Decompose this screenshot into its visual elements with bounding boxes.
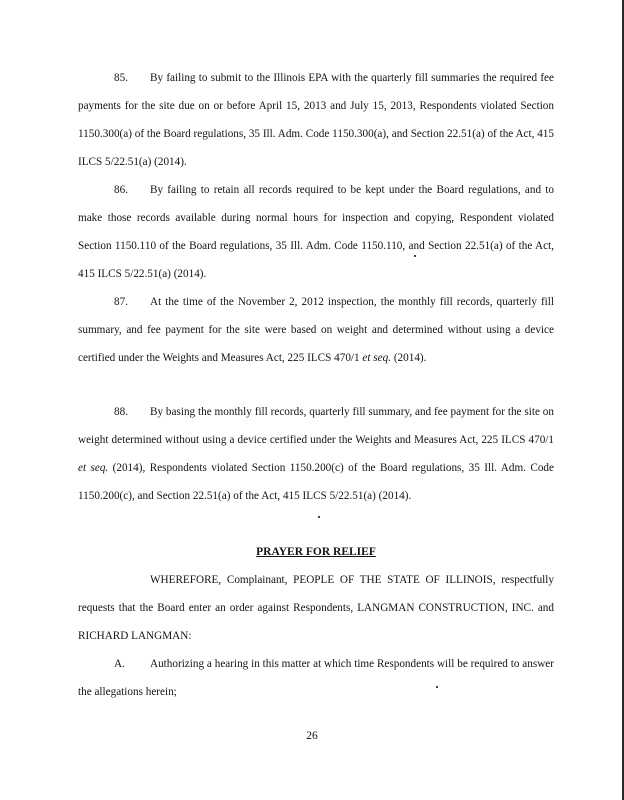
- paragraph-number: 85.: [114, 72, 128, 84]
- relief-item-a: [78, 650, 554, 706]
- paragraph-88: [78, 398, 554, 510]
- paragraph-number: 87.: [114, 296, 128, 308]
- paragraph-text-end: (2014), Respondents violated Section 1150.200(c) of the Board regulations, 35 Ill. Adm. Code 1150.200(c), and Section 22.51(a) of the Act, 415 ILCS 5/22.51(a) (2014).: [78, 462, 554, 502]
- wherefore-text: WHEREFORE, Complainant, PEOPLE OF THE STATE OF ILLINOIS, respectfully requests that the Board enter an order against Respondents, LANGMAN CONSTRUCTION, INC. and RICHARD LANGMAN:: [78, 574, 554, 642]
- paragraph-85: [78, 64, 554, 176]
- paragraph-text: By failing to submit to the Illinois EPA with the quarterly fill summaries the required fee payments for the site due on or before April 15, 2013 and July 15, 2013, Respondents violated Section 1150.300(a) of the Board regulations, 35 Ill. Adm. Code 1150.300(a), and Section 22.51(a) of the Act, 415 ILCS 5/22.51(a) (2014).: [78, 72, 554, 168]
- paragraph-number: 88.: [114, 406, 128, 418]
- item-letter: A.: [114, 658, 125, 670]
- paragraph-text-end: (2014).: [391, 352, 427, 364]
- scan-speck: [436, 686, 438, 688]
- scan-speck: [414, 255, 416, 257]
- paragraph-text: By basing the monthly fill records, quarterly fill summary, and fee payment for the site on weight determined without using a device certified under the Weights and Measures Act, 225 ILCS 470/1: [78, 406, 554, 446]
- item-text: Authorizing a hearing in this matter at which time Respondents will be required to answer the allegations herein;: [78, 658, 554, 698]
- paragraph-text: At the time of the November 2, 2012 inspection, the monthly fill records, quarterly fill summary, and fee payment for the site were based on weight and determined without using a device certified under the Weights and Measures Act, 225 ILCS 470/1: [78, 296, 554, 364]
- paragraph-86: [78, 176, 554, 288]
- citation-italic: et seq.: [78, 462, 109, 474]
- paragraph-87: [78, 288, 554, 372]
- paragraph-text: By failing to retain all records required to be kept under the Board regulations, and to make those records available during normal hours for inspection and copying, Respondent violated Section 1150.110 of the Board regulations, 35 Ill. Adm. Code 1150.110, and Section 22.51(a) of the Act, 415 ILCS 5/22.51(a) (2014).: [78, 184, 554, 280]
- page-number: 26: [306, 730, 318, 742]
- wherefore-paragraph: [78, 566, 554, 650]
- paragraph-number: 86.: [114, 184, 128, 196]
- scan-speck: [318, 516, 320, 518]
- citation-italic: et seq.: [362, 352, 392, 364]
- section-heading: PRAYER FOR RELIEF: [256, 546, 376, 558]
